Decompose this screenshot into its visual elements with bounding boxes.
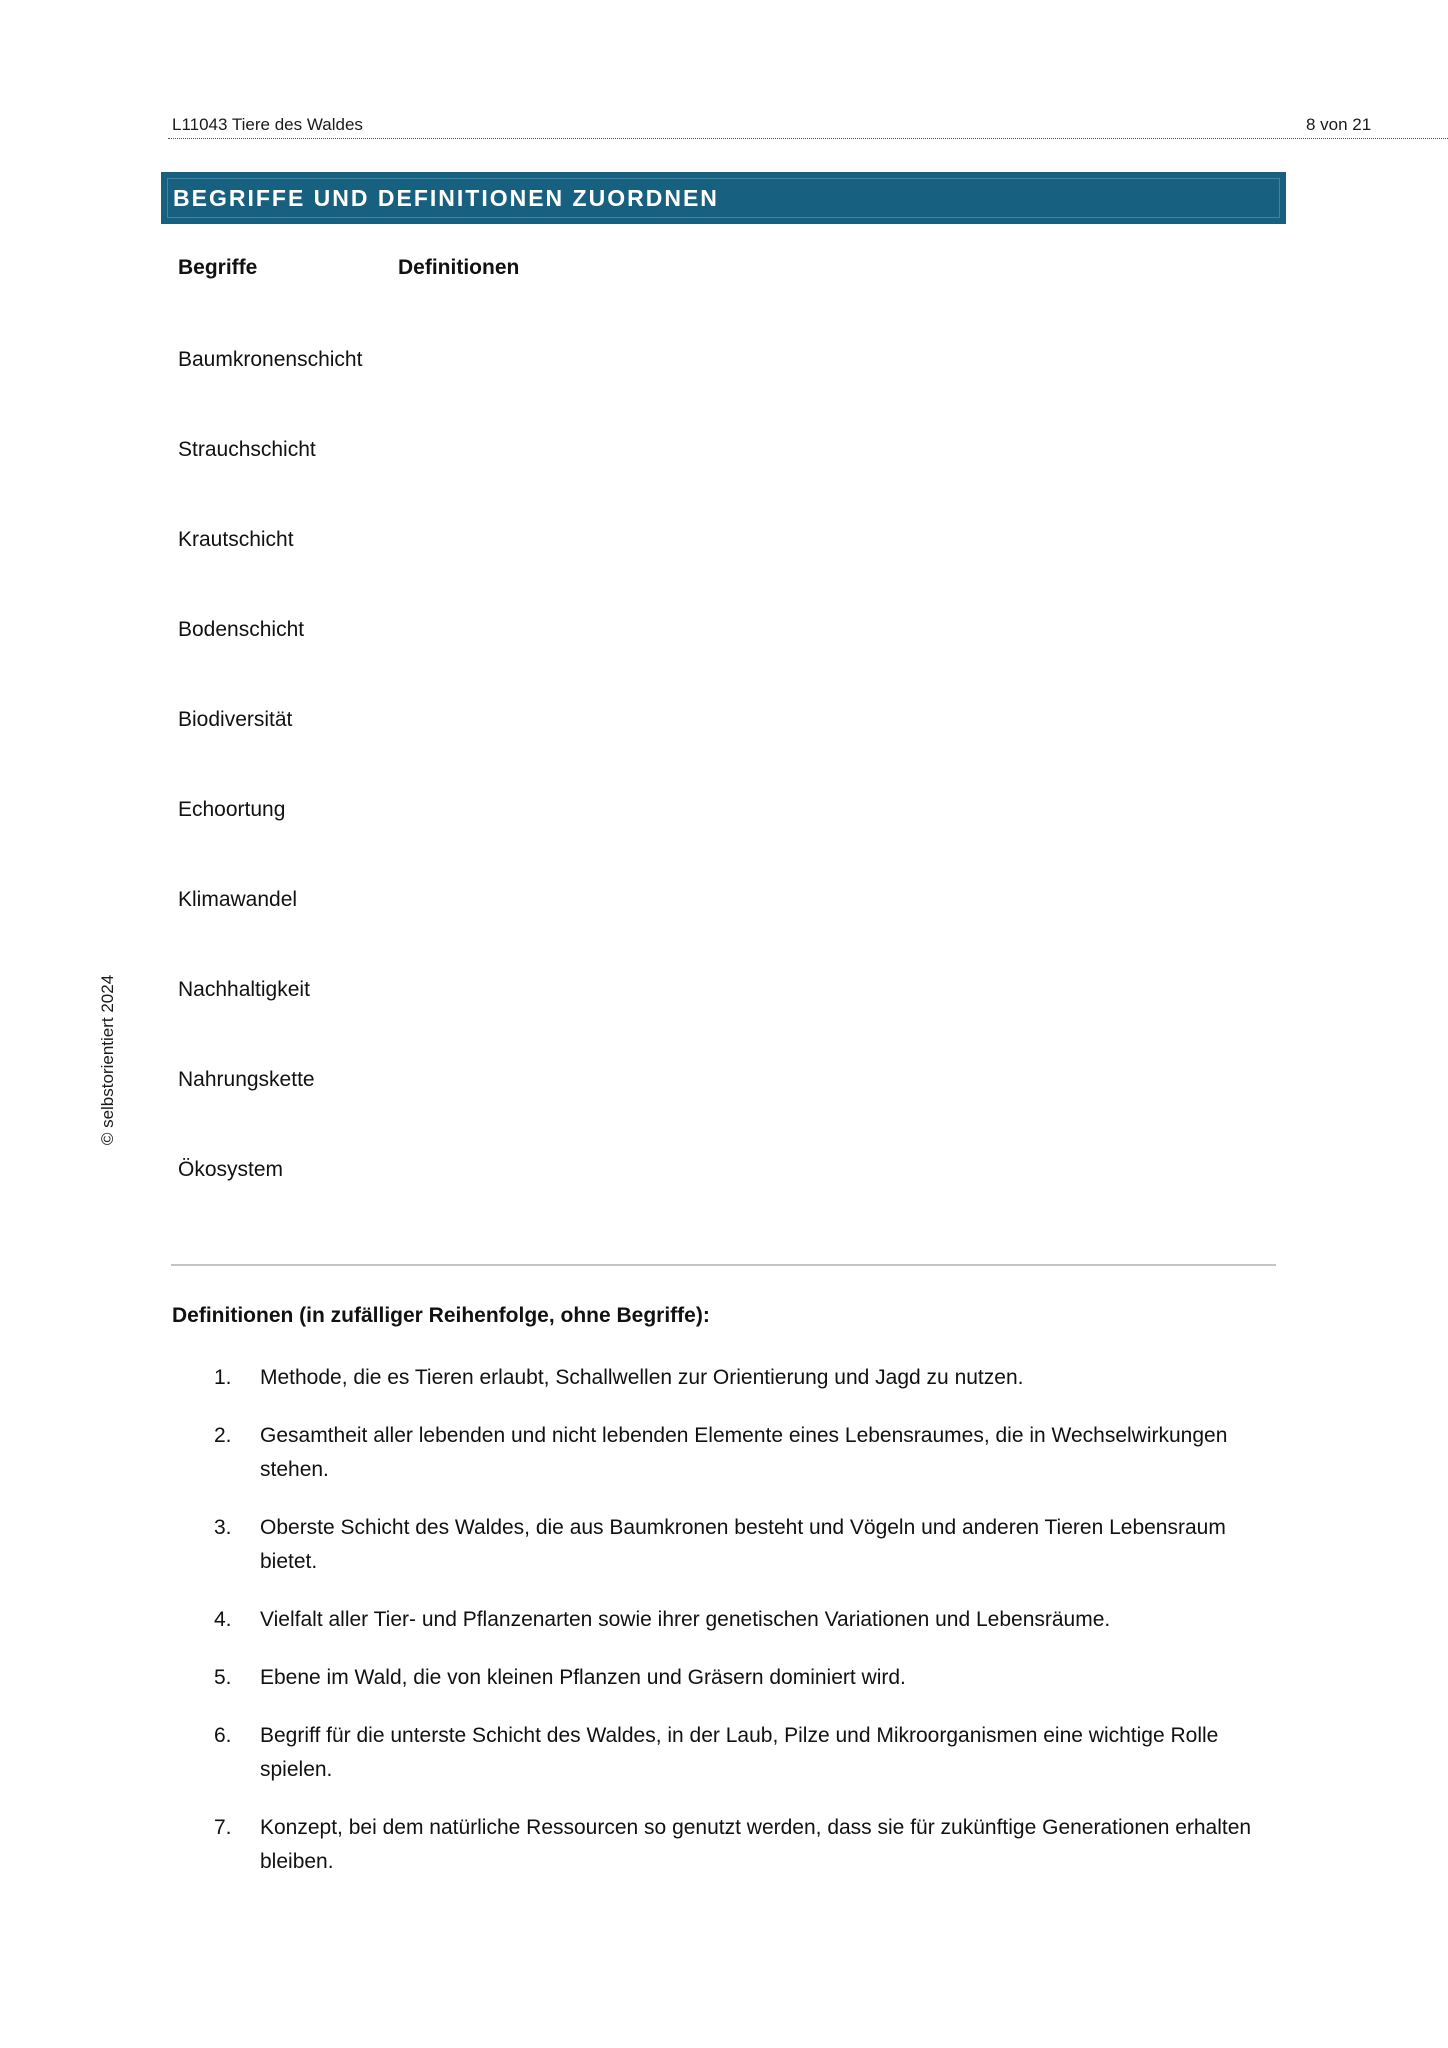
section-divider [171,1264,1276,1266]
definition-text: Begriff für die unterste Schicht des Waldes, in der Laub, Pilze und Mikroorganismen eine wichtige Rolle spielen. [260,1724,1219,1781]
definition-item [214,1661,1284,1695]
page-header [168,114,1448,139]
section-title: BEGRIFFE UND DEFINITIONEN ZUORDNEN [173,185,719,211]
term-item: Ökosystem [178,1158,284,1181]
definition-number: 7. [214,1816,232,1839]
term-item: Krautschicht [178,528,294,551]
definition-number: 2. [214,1424,232,1447]
terms-column-header: Begriffe [178,256,258,279]
definitions-heading: Definitionen (in zufälliger Reihenfolge, ohne Begriffe): [172,1304,710,1327]
term-item: Strauchschicht [178,438,316,461]
definition-item [214,1511,1284,1579]
copyright-notice: © selbstorientiert 2024 [98,974,117,1146]
definition-text: Ebene im Wald, die von kleinen Pflanzen und Gräsern dominiert wird. [260,1666,906,1689]
definition-item [214,1603,1284,1637]
definition-number: 1. [214,1366,232,1389]
section-banner [161,172,1286,224]
definition-text: Oberste Schicht des Waldes, die aus Baumkronen besteht und Vögeln und anderen Tieren Lebensraum bietet. [260,1516,1226,1573]
definition-number: 3. [214,1516,232,1539]
term-item: Echoortung [178,798,286,821]
definition-item [214,1719,1284,1787]
term-item: Nachhaltigkeit [178,978,310,1001]
definition-item [214,1361,1284,1395]
definition-number: 6. [214,1724,232,1747]
term-item: Klimawandel [178,888,298,911]
page-indicator: 8 von 21 [1306,115,1372,134]
definitions-column-header: Definitionen [398,256,520,279]
definition-text: Konzept, bei dem natürliche Ressourcen so genutzt werden, dass sie für zukünftige Generationen erhalten bleiben. [260,1816,1252,1873]
term-item: Nahrungskette [178,1068,315,1091]
definition-text: Vielfalt aller Tier- und Pflanzenarten sowie ihrer genetischen Variationen und Lebensräume. [260,1608,1111,1631]
definition-number: 5. [214,1666,232,1689]
document-title: L11043 Tiere des Waldes [172,115,363,134]
definition-number: 4. [214,1608,232,1631]
definitions-list [214,1361,1284,1903]
definition-item [214,1811,1284,1879]
definition-item [214,1419,1284,1487]
term-item: Baumkronenschicht [178,348,363,371]
term-item: Bodenschicht [178,618,305,641]
definition-text: Methode, die es Tieren erlaubt, Schallwellen zur Orientierung und Jagd zu nutzen. [260,1366,1024,1389]
term-item: Biodiversität [178,708,293,731]
definition-text: Gesamtheit aller lebenden und nicht lebenden Elemente eines Lebensraumes, die in Wechselwirkungen stehen. [260,1424,1228,1481]
